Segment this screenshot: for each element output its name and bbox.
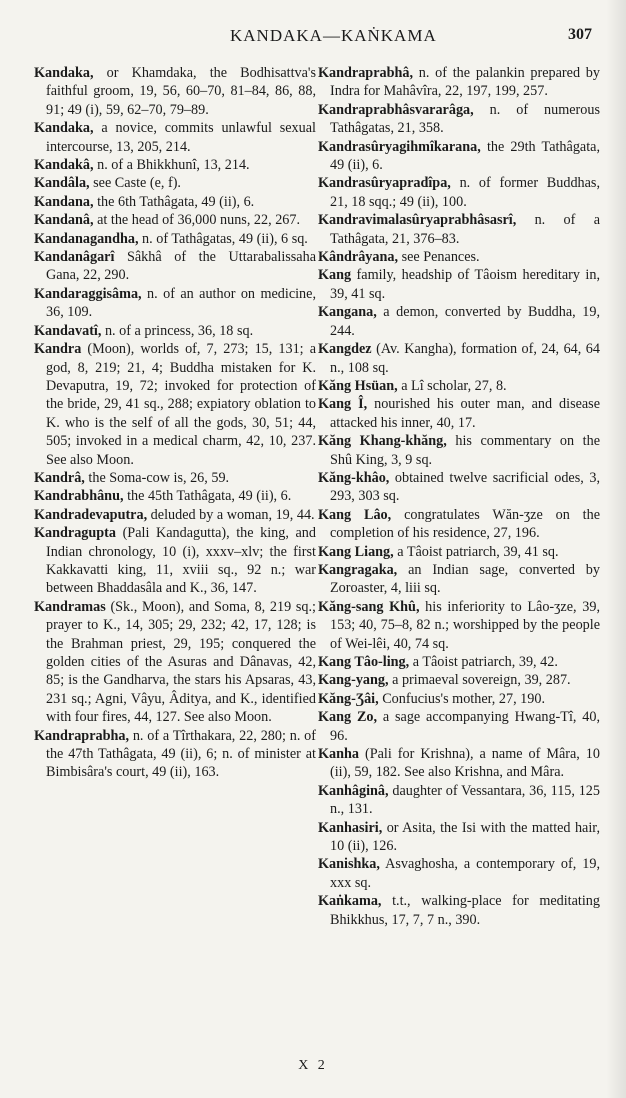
index-entry — [318, 432, 600, 469]
index-entry — [34, 727, 316, 782]
entry-headword: Kandanâgarî — [34, 249, 115, 266]
right-column — [318, 64, 600, 929]
entry-headword: Kandrasûryapradîpa, — [318, 175, 451, 192]
index-entry — [318, 303, 600, 340]
index-entry — [318, 690, 600, 708]
entry-text: Sâkhâ of the Uttarabalissaha Gana, 22, 290. — [46, 249, 316, 284]
entry-headword: Kăng Khang-khăng, — [318, 433, 447, 450]
index-entry — [318, 598, 600, 653]
index-entry — [318, 892, 600, 929]
entry-headword: Kangdez — [318, 341, 372, 358]
page-edge-shadow — [606, 0, 626, 1098]
entry-headword: Kandra — [34, 341, 82, 358]
entry-headword: Kăng-Ʒâi, — [318, 690, 379, 707]
entry-text: an Indian sage, converted by Zoroaster, 4, liii sq. — [330, 561, 600, 597]
entry-text: n. of a Bhikkhunî, 13, 214. — [93, 157, 250, 174]
entry-headword: Kandragupta — [34, 525, 116, 542]
index-entry — [318, 64, 600, 101]
entry-headword: Kandaka, — [34, 65, 94, 81]
index-entry — [318, 469, 600, 506]
entry-headword: Kandrâ, — [34, 469, 85, 486]
index-entry — [318, 101, 600, 138]
entry-headword: Kandanagandha, — [34, 230, 139, 247]
left-column — [34, 64, 316, 782]
index-entry — [318, 506, 600, 543]
index-entry — [34, 285, 316, 322]
entry-text: his commentary on the Shû King, 3, 9 sq. — [330, 433, 600, 468]
index-entry — [318, 745, 600, 782]
entry-text: at the head of 36,000 nuns, 22, 267. — [93, 212, 301, 229]
index-entry — [34, 230, 316, 248]
entry-text: a sage accompanying Hwang-Tî, 40, 96. — [330, 709, 600, 744]
entry-text: or Khamdaka, the Bodhisattva's faithful groom, 19, 56, 60–70, 81–84, 86, 88, 91; 49 (i), 59, 62–70, 79–89. — [46, 65, 316, 118]
entry-text: (Av. Kangha), formation of, 24, 64, 64 n., 108 sq. — [330, 341, 600, 376]
entry-text: n. of numerous Tathâgatas, 21, 358. — [330, 101, 600, 137]
entry-text: his inferiority to Lâo-ʒze, 39, 153; 40, 75–8, 82 n.; worshipped by the people of Wei-lêi, 40, 74 sq. — [330, 598, 600, 652]
entry-text: the 6th Tathâgata, 49 (ii), 6. — [93, 193, 255, 210]
entry-headword: Kandrabhânu, — [34, 488, 124, 505]
entry-headword: Kang — [318, 267, 352, 284]
entry-headword: Kang Tâo-ling, — [318, 654, 410, 670]
entry-text: Asvaghosha, a contemporary of, 19, xxx sq. — [330, 856, 600, 891]
entry-text: (Pali Kandagutta), the king, and Indian chronology, 10 (i), xxxv–xlv; the first Kakkavatti king, 11, xviii sq., 92 n.; war between Bhaddasâla and K., 36, 147. — [46, 525, 316, 597]
index-entry — [34, 174, 316, 192]
entry-text: see Penances. — [398, 249, 480, 266]
entry-headword: Kandana, — [34, 193, 94, 210]
index-entry — [34, 506, 316, 524]
entry-headword: Kandravimalasûryaprabhâsasrî, — [318, 212, 517, 229]
entry-headword: Kandâla, — [34, 175, 90, 192]
entry-text: n. of Tathâgatas, 49 (ii), 6 sq. — [138, 230, 308, 247]
index-entry — [318, 395, 600, 432]
entry-text: a demon, converted by Buddha, 19, 244. — [330, 304, 600, 339]
entry-headword: Kăng-khâo, — [318, 469, 390, 486]
entry-headword: Kandraprabhâ, — [318, 65, 414, 81]
index-entry — [318, 248, 600, 266]
entry-text: (Sk., Moon), and Soma, 8, 219 sq.; prayer to K., 14, 305; 29, 232; 42, 17, 128; is the Brahman priest, 29, 195; conquered the golden cities of the Asuras and Dânavas, 42, 85; is the Gandharva, the stars his Apsaras, 43, 231 sq.; Agni, Vâyu, Âditya, and K., identified with four fires, 44, 127. See also Moon. — [46, 598, 316, 726]
entry-headword: Kandraprabhâsvararâga, — [318, 101, 474, 118]
entry-headword: Kangragaka, — [318, 561, 398, 578]
entry-headword: Kandrasûryagihmîkarana, — [318, 138, 481, 155]
entry-text: see Caste (e, f). — [89, 175, 181, 192]
entry-text: n. of a Tîrthakara, 22, 280; n. of the 47th Tathâgata, 49 (ii), 6; n. of minister at Bimbisâra's court, 49 (ii), 163. — [46, 727, 316, 781]
entry-text: nourished his outer man, and disease attacked his inner, 40, 17. — [330, 396, 601, 431]
index-entry — [34, 248, 316, 285]
entry-text: n. of a princess, 36, 18 sq. — [101, 322, 254, 339]
entry-headword: Kaṅkama, — [318, 893, 382, 910]
index-entry — [34, 193, 316, 211]
entry-headword: Kandanâ, — [34, 212, 94, 229]
entry-headword: Kangana, — [318, 304, 377, 321]
running-head — [0, 24, 626, 46]
entry-headword: Kanhâginâ, — [318, 782, 389, 799]
entry-text: n. of former Buddhas, 21, 18 sqq.; 49 (ii), 100. — [330, 175, 600, 210]
index-entry — [34, 322, 316, 340]
entry-text: t.t., walking-place for meditating Bhikkhus, 17, 7, 7 n., 390. — [330, 893, 600, 928]
entry-text: a Tâoist patriarch, 39, 41 sq. — [393, 543, 559, 560]
entry-text: obtained twelve sacrificial odes, 3, 293, 303 sq. — [330, 469, 600, 505]
entry-headword: Kândrâyana, — [318, 249, 399, 266]
entry-text: the Soma-cow is, 26, 59. — [84, 469, 230, 486]
index-entry — [34, 119, 316, 156]
entry-text: a Lî scholar, 27, 8. — [397, 377, 507, 394]
entry-text: the 45th Tathâgata, 49 (ii), 6. — [123, 488, 292, 505]
index-entry — [34, 469, 316, 487]
index-entry — [34, 156, 316, 174]
index-entry — [318, 266, 600, 303]
index-entry — [318, 782, 600, 819]
entry-headword: Kanishka, — [318, 856, 380, 873]
entry-text: (Pali for Krishna), a name of Mâra, 10 (ii), 59, 182. See also Krishna, and Mâra. — [330, 746, 600, 781]
entry-text: family, headship of Tâoism hereditary in, 39, 41 sq. — [330, 267, 600, 302]
index-entry — [318, 708, 600, 745]
entry-headword: Kang Î, — [318, 396, 368, 413]
index-entry — [318, 340, 600, 377]
index-entry — [318, 671, 600, 689]
index-entry — [318, 377, 600, 395]
entry-text: n. of an author on medicine, 36, 109. — [46, 285, 316, 321]
entry-text: Confucius's mother, 27, 190. — [378, 690, 545, 707]
entry-text: a novice, commits unlawful sexual intercourse, 13, 205, 214. — [46, 120, 316, 155]
index-entry — [318, 561, 600, 598]
entry-text: a primaeval sovereign, 39, 287. — [388, 672, 571, 689]
index-entry — [318, 543, 600, 561]
page-number: 307 — [568, 26, 592, 43]
entry-text: daughter of Vessantara, 36, 115, 125 n., 131. — [330, 782, 600, 818]
signature-mark: X 2 — [298, 1058, 328, 1073]
index-entry — [34, 524, 316, 598]
entry-headword: Kang Zo, — [318, 709, 378, 726]
entry-headword: Kandaraggisâma, — [34, 285, 142, 302]
entry-text: deluded by a woman, 19, 44. — [147, 506, 315, 523]
entry-headword: Kăng Hsüan, — [318, 377, 398, 394]
index-entry — [34, 487, 316, 505]
entry-headword: Kăng-sang Khû, — [318, 598, 420, 615]
index-entry — [34, 211, 316, 229]
index-entry — [318, 653, 600, 671]
entry-text: congratulates Wăn-ʒze on the completion of his residence, 27, 196. — [330, 506, 601, 542]
entry-headword: Kang Liang, — [318, 543, 394, 560]
entry-text: the 29th Tathâgata, 49 (ii), 6. — [330, 138, 600, 174]
index-entry — [318, 138, 600, 175]
index-entry — [318, 174, 600, 211]
index-entry — [34, 64, 316, 119]
entry-text: n. of a Tathâgata, 21, 376–83. — [330, 212, 600, 247]
entry-headword: Kanha — [318, 746, 360, 763]
entry-headword: Kandavatî, — [34, 322, 102, 339]
index-entry — [318, 211, 600, 248]
entry-headword: Kang Lâo, — [318, 506, 392, 523]
entry-headword: Kandradevaputra, — [34, 506, 148, 523]
entry-headword: Kandakâ, — [34, 157, 94, 174]
index-entry — [34, 598, 316, 727]
entry-headword: Kandramas — [34, 598, 106, 615]
entry-headword: Kandaka, — [34, 120, 94, 137]
running-head-title: KANDAKA—KAṄKAMA — [230, 26, 437, 45]
entry-text: a Tâoist patriarch, 39, 42. — [409, 654, 558, 670]
entry-text: or Asita, the Isi with the matted hair, 10 (ii), 126. — [330, 819, 600, 855]
entry-text: (Moon), worlds of, 7, 273; 15, 131; a god, 8, 219; 21, 4; Buddha mistaken for K. Devaputra, 19, 72; invoked for protection of the bride, 29, 41 sq., 288; expiatory oblation to K. who is the self of all the gods, 30, 51; 44, 505; invoked in a medical charm, 42, 10, 237. See also Moon. — [46, 341, 316, 468]
entry-text: n. of the palankin prepared by Indra for Mahâvîra, 22, 197, 199, 257. — [330, 65, 600, 100]
index-entry — [318, 819, 600, 856]
index-entry — [318, 855, 600, 892]
entry-headword: Kandraprabha, — [34, 727, 130, 744]
index-entry — [34, 340, 316, 469]
entry-headword: Kang-yang, — [318, 672, 389, 689]
entry-headword: Kanhasiri, — [318, 819, 383, 836]
